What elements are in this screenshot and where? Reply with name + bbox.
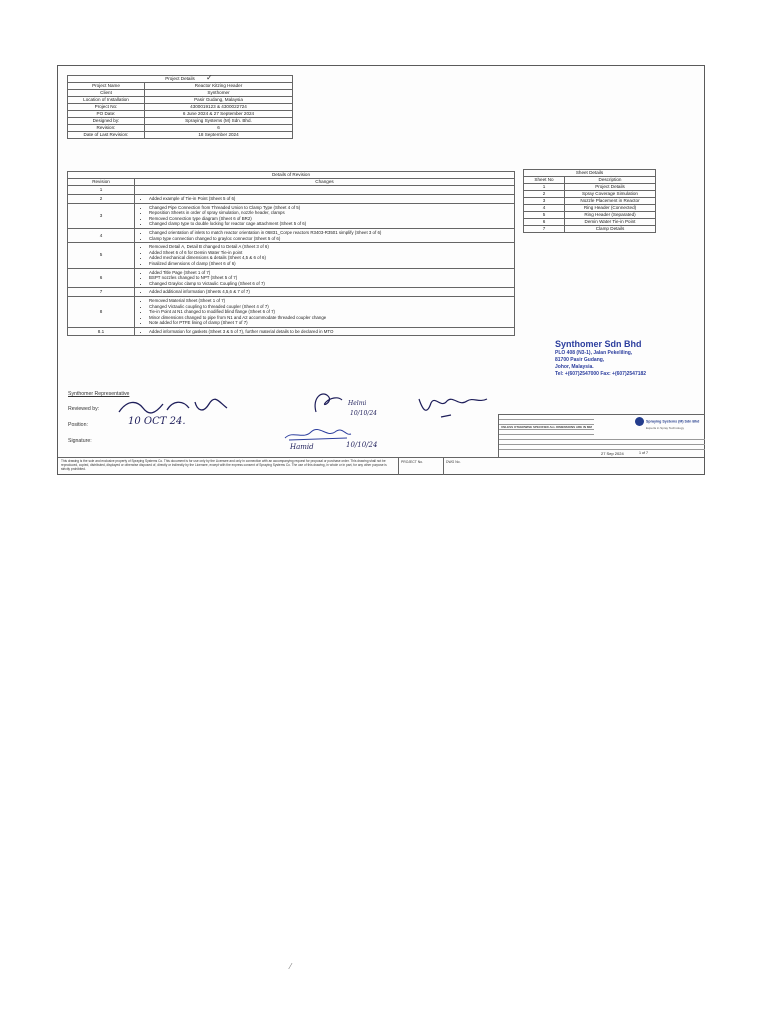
revision-row (68, 296, 515, 327)
change-item: • Tie-in Point at N1 changed to modified blind flange (Sheet 6 of 7) (149, 309, 510, 315)
project-detail-row (68, 118, 293, 125)
sheet-row (524, 219, 656, 226)
change-item: • Added example of Tie-in Point (Sheet 5 of 6) (149, 196, 510, 202)
revision-number: 3 (68, 203, 135, 228)
sheet-row (524, 212, 656, 219)
revision-changes (135, 203, 515, 228)
project-detail-value: Reactor Kitzing Header (145, 83, 293, 90)
tb-page: 1 of 7 (639, 451, 648, 455)
revision-row (68, 186, 515, 195)
hamid-signature (283, 428, 353, 442)
project-detail-value: 4300019123 & 4300022724 (145, 104, 293, 111)
revision-changes (135, 243, 515, 268)
revision-row (68, 288, 515, 297)
revision-row (68, 268, 515, 288)
sheet-number: 1 (524, 184, 565, 191)
helmi-date: 10/10/24 (350, 410, 377, 417)
change-item: • Finalized dimensions of clamp (Sheet 6 of 6) (149, 261, 510, 267)
logo-mark-icon (635, 417, 644, 426)
spraying-systems-logo (635, 417, 703, 431)
sheet-description: Clamp Details (565, 226, 656, 233)
revision-number: 4 (68, 228, 135, 242)
sheet-description: Project Details (565, 184, 656, 191)
change-item: • Removed Connection type diagram (Sheet 6 of BR2) (149, 216, 510, 222)
revision-changes (135, 268, 515, 288)
footer-strip (58, 457, 704, 475)
revision-changes (135, 195, 515, 204)
project-detail-row (68, 83, 293, 90)
change-item: • Minor dimensions changed to pipe from N1 and A2 accommodate threaded coupler change (149, 315, 510, 321)
scan-mark: ⁄ (290, 962, 292, 971)
project-detail-label: Date of Last Revision: (68, 132, 145, 139)
change-item: • Added Title Page (Sheet 1 of 7) (149, 270, 510, 276)
changes-column-header: Changes (135, 179, 515, 186)
sheet-row (524, 191, 656, 198)
revision-changes (135, 296, 515, 327)
project-detail-label: Revision: (68, 125, 145, 132)
revision-details-table (67, 171, 515, 336)
reviewed-by-label: Reviewed by: (68, 406, 100, 412)
revision-row (68, 203, 515, 228)
address-line: Johor, Malaysia. (555, 364, 594, 370)
title-block (498, 414, 705, 458)
signature-label: Signature: (68, 438, 92, 444)
third-signature (413, 391, 493, 421)
change-item: • Changed Victaulic coupling to threaded coupler (Sheet 4 of 7) (149, 304, 510, 310)
tb-date: 27 Sep 2024 (601, 451, 624, 456)
project-detail-label: Project No: (68, 104, 145, 111)
sheet-row (524, 198, 656, 205)
project-detail-label: Designed by: (68, 118, 145, 125)
change-item: • Note added for PTFE lining of clamp (Sheet 7 of 7) (149, 320, 510, 326)
position-handwritten: 10 OCT 24. (128, 416, 186, 427)
revision-changes (135, 228, 515, 242)
sheet-description: Nozzle Placement in Reactor (565, 198, 656, 205)
helmi-name: Helmi (348, 400, 367, 407)
revision-column-header: Revision (68, 179, 135, 186)
project-detail-label: Client (68, 90, 145, 97)
revision-number: 6 (68, 268, 135, 288)
sheet-details-title: Sheet Details (524, 170, 656, 177)
revision-row (68, 228, 515, 242)
project-detail-value: Spraying Systems (M) Sdn. Bhd. (145, 118, 293, 125)
revision-changes (135, 327, 515, 336)
change-item: • Clamp type connection changed to grayloc connector (Sheet 5 of 6) (149, 236, 510, 242)
change-item: • Changed orientation of inlets to match reactor orientation in 06831_Corpe reactors R3403-R3501 simplify (Sheet 3 of 6) (149, 230, 510, 236)
sheet-description: Demin Water Tie-in Point (565, 219, 656, 226)
revision-number: 5 (68, 243, 135, 268)
project-detail-value: 6 (145, 125, 293, 132)
tb-row (499, 445, 705, 450)
change-item: • Added information for gaskets (Sheet 3 & 5 of 7), further material details to be declared in MTO (149, 329, 510, 335)
sheet-number: 2 (524, 191, 565, 198)
sheet-row (524, 226, 656, 233)
sheet-number: 6 (524, 219, 565, 226)
project-detail-row (68, 125, 293, 132)
revision-row (68, 243, 515, 268)
project-detail-row (68, 111, 293, 118)
description-header: Description (565, 177, 656, 184)
sheet-description: Spray Coverage Simulation (565, 191, 656, 198)
hamid-date: 10/10/24 (346, 441, 378, 449)
project-detail-row (68, 104, 293, 111)
project-detail-label: PO Date: (68, 111, 145, 118)
address-line: PLO 408 (N3-1), Jalan Pekeliling, (555, 350, 633, 356)
change-item: • Changed Pipe Connection from Threaded Union to Clamp Type (Sheet 4 of 5) (149, 205, 510, 211)
revision-details-title: Details of Revision (68, 172, 515, 179)
project-no-cell: PROJECT No. (398, 458, 443, 475)
drawing-sheet (57, 65, 705, 475)
company-name: Synthomer Sdn Bhd (555, 339, 642, 349)
helmi-initials (308, 388, 348, 416)
revision-row (68, 327, 515, 336)
tb-unless-note: UNLESS OTHERWISE SPECIFIED ALL DIMENSIONS ARE IN MM (499, 425, 594, 430)
project-detail-row (68, 132, 293, 139)
footer-disclaimer: This drawing is the sole and exclusive property of Spraying Systems Co. This document is for use only by the Licensee and only in connection with an accompanying request for proposal or purchase order. This drawing shall not be reproduced, copied, distributed, displayed or otherwise disposed of, directly or indirectly by the Licensee, except with the express consent of Spraying Systems Co. The use of this drawing, in whole or in part, for any other purpose is strictly prohibited. (61, 459, 387, 471)
revision-number: 7 (68, 288, 135, 297)
contact-line: Tel: +(607)2547000 Fax: +(607)2547182 (555, 371, 647, 377)
sheet-number: 5 (524, 212, 565, 219)
project-detail-label: Location of Installation (68, 97, 145, 104)
change-item: • BSPT nozzles changed to NPT (Sheet 5 of 7) (149, 275, 510, 281)
project-detail-row (68, 90, 293, 97)
sheet-details-table (523, 169, 656, 233)
change-item: • Changed clamp type to double locking for reactor cage attachment (Sheet 5 of 6) (149, 221, 510, 227)
change-item: • Changed Grayloc clamp to Victaulic Coupling (Sheet 6 of 7) (149, 281, 510, 287)
change-item: • Added additional information (Sheets 4,5,6 & 7 of 7) (149, 289, 510, 295)
project-detail-value: 18 September 2024 (145, 132, 293, 139)
hamid-name: Hamid (290, 443, 314, 451)
address-line: 81700 Pasir Gudang, (555, 357, 605, 363)
change-item: • Removed Detail A, Detail B changed to Detail A (Sheet 3 of 6) (149, 244, 510, 250)
revision-changes (135, 288, 515, 297)
change-item: • Reposition Sheets in order of spray simulation, nozzle header, clamps (149, 210, 510, 216)
sheet-number: 3 (524, 198, 565, 205)
sheet-number: 4 (524, 205, 565, 212)
sheet-number: 7 (524, 226, 565, 233)
revision-number: 8 (68, 296, 135, 327)
sheet-no-header: Sheet No (524, 177, 565, 184)
company-address-block (555, 339, 646, 378)
sheet-row (524, 205, 656, 212)
reviewer-signature (113, 396, 233, 418)
project-detail-row (68, 97, 293, 104)
project-detail-value: Pasir Gudang, Malaysia (145, 97, 293, 104)
dwg-no-cell: DWG No. (443, 458, 498, 475)
revision-number: 1 (68, 186, 135, 195)
revision-number: 2 (68, 195, 135, 204)
change-item: • Added Sheet 6 of 6 for Demin Water Tie-in point (149, 250, 510, 256)
change-item: • Added mechanical dimensions & details (Sheet 4,5 & 6 of 6) (149, 255, 510, 261)
revision-row (68, 195, 515, 204)
project-detail-value: 6 June 2024 & 27 September 2024 (145, 111, 293, 118)
project-detail-label: Project Name (68, 83, 145, 90)
project-details-table (67, 75, 293, 139)
change-item: • Removed Material Sheet (Sheet 1 of 7) (149, 298, 510, 304)
sheet-description: Ring Header (Separated) (565, 212, 656, 219)
project-details-title: Project Details (68, 76, 293, 83)
representative-heading: Synthomer Representative (68, 391, 130, 397)
check-mark-icon: ✓ (206, 73, 213, 82)
tb-tagline: Experts in Spray Technology (646, 426, 684, 430)
project-detail-value: Synthomer (145, 90, 293, 97)
sheet-row (524, 184, 656, 191)
sheet-description: Ring Header (Connected) (565, 205, 656, 212)
revision-changes (135, 186, 515, 195)
revision-number: 8.1 (68, 327, 135, 336)
tb-company: Spraying Systems (M) Sdn Bhd (646, 419, 700, 424)
position-label: Position: (68, 422, 88, 428)
